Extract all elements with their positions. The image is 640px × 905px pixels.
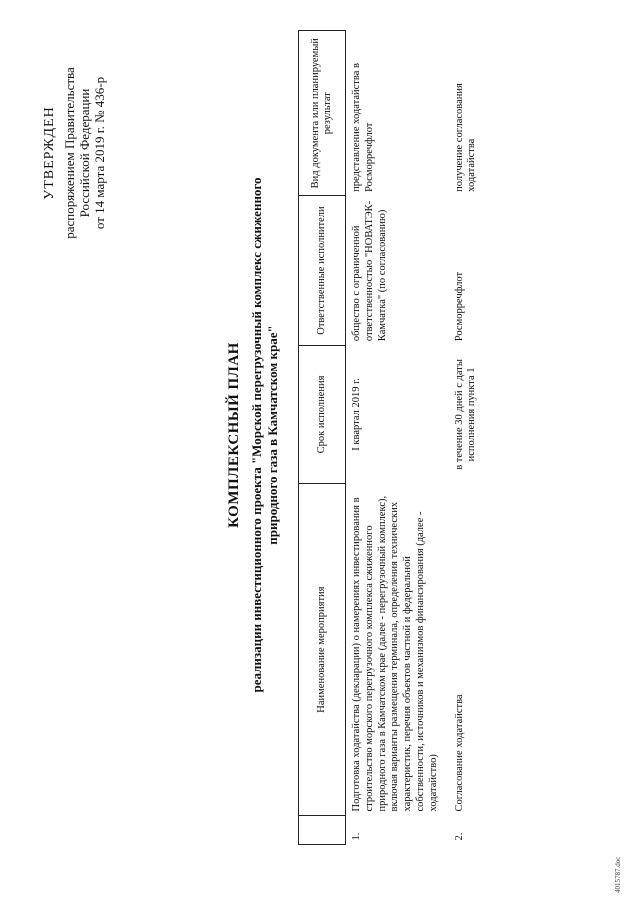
table-row <box>449 31 488 845</box>
approval-line-1: распоряжением Правительства <box>61 67 77 239</box>
row-deadline: в течение 30 дней с даты исполнения пункта 1 <box>453 359 478 470</box>
header-name: Наименование мероприятия <box>299 484 346 816</box>
header-executors: Ответственные исполнители <box>299 196 346 345</box>
row-number: 1. <box>351 832 362 841</box>
row-deadline: I квартал 2019 г. <box>351 378 362 451</box>
plan-table <box>298 30 487 845</box>
table-row <box>346 31 449 845</box>
approval-stamp <box>42 48 108 258</box>
row-result: получение согласования ходатайства <box>453 83 478 192</box>
header-deadline: Срок исполнения <box>299 345 346 484</box>
header-result: Вид документа или планируемый результат <box>299 31 346 196</box>
row-name: Согласование ходатайства <box>453 694 465 812</box>
document-title-block <box>226 35 281 835</box>
row-executors: Росморречфлот <box>453 271 465 342</box>
row-result: представление ходатайства в Росморречфлот <box>351 63 375 192</box>
row-name: Подготовка ходатайства (декларации) о намерениях инвестирования в строительство морского перегрузочного комплекса сжиженного природного газа в Камчатском крае (далее - перегрузочный комплекс), включая варианты размещения терминала, определения технических характеристик, перечня объектов частной и федеральной собственности, источников и механизмов финансирования (далее - ходатайство) <box>351 495 439 812</box>
footer-file-code: 4015787.doc <box>614 856 622 893</box>
approval-heading: УТВЕРЖДЕН <box>42 106 57 200</box>
table-header-row <box>299 31 346 845</box>
document-subtitle-line-2: природного газа в Камчатском крае" <box>265 325 280 545</box>
document-title: КОМПЛЕКСНЫЙ ПЛАН <box>226 342 242 528</box>
approval-line-2: Российской Федерации <box>76 88 92 218</box>
row-executors: общество с ограниченной ответственностью "НОВАТЭК-Камчатка" (по согласованию) <box>351 200 388 342</box>
header-number <box>299 816 346 845</box>
document-subtitle-line-1: реализации инвестиционного проекта "Морской перегрузочный комплекс сжиженного <box>249 177 264 693</box>
row-number: 2. <box>453 832 465 841</box>
approval-line-3: от 14 марта 2019 г. № 436-р <box>92 76 108 230</box>
